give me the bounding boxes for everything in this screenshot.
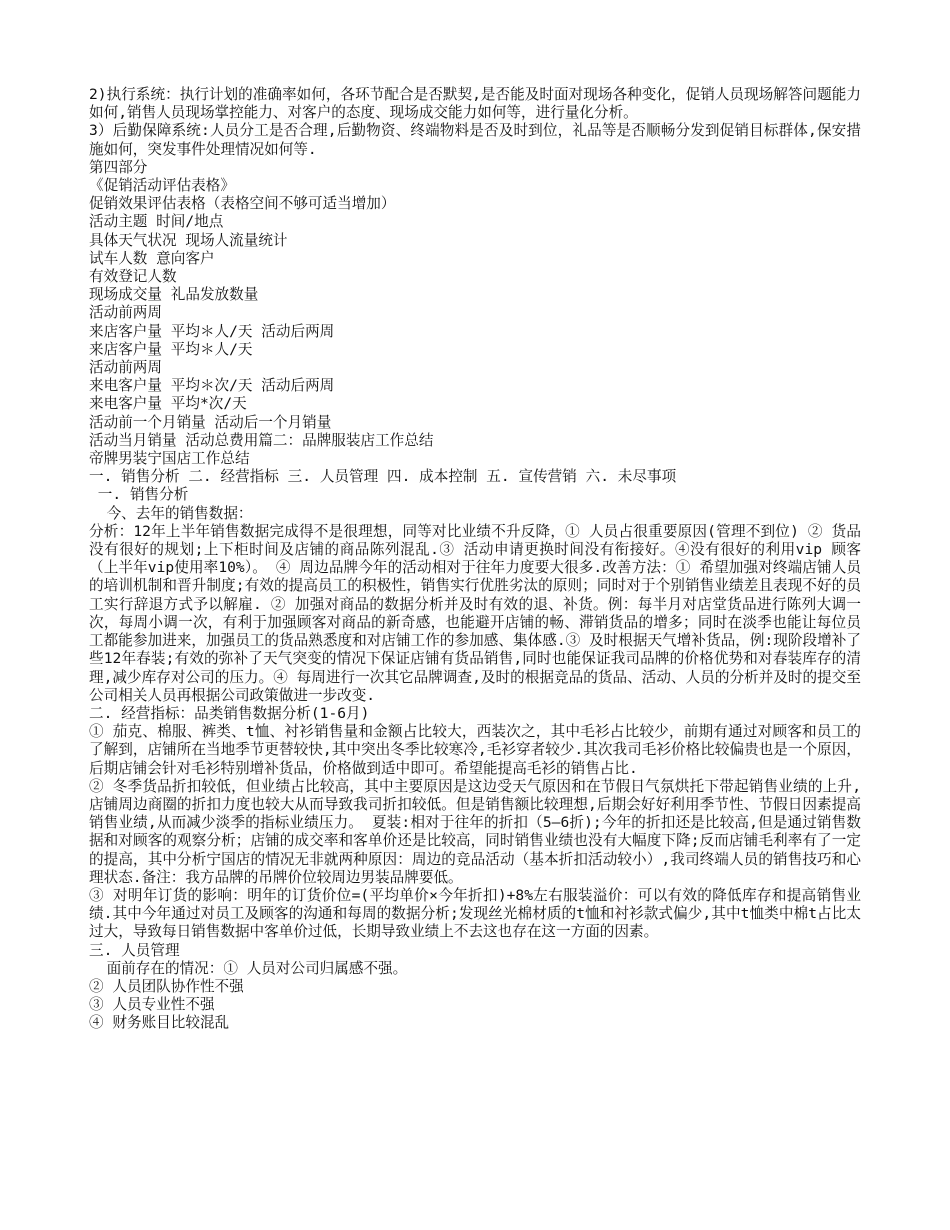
report-outline: 一. 销售分析 二. 经营指标 三. 人员管理 四. 成本控制 五. 宣传营销 六. 未尽事项 bbox=[89, 468, 677, 486]
paragraph-ordering-impact: ③ 对明年订货的影响：明年的订货价位=(平均单价×今年折扣)+8%左右服装溢价：可以有效的降低库存和提高销售业绩.其中今年通过对员工及顾客的沟通和每周的数据分析;发现丝光棉材质的t恤和衬衫款式偏少,其中t恤类中棉t占比太过大，导致每日销售数据中客单价过低，长期导致业绩上不去这也存在这一方面的因素。 bbox=[89, 886, 861, 941]
paragraph-logistics-system: 3）后勤保障系统:人员分工是否合理,后勤物资、终端物料是否及时到位，礼品等是否顺畅分发到促销目标群体,保安措施如何，突发事件处理情况如何等. bbox=[89, 122, 861, 158]
form-line: 来电客户量 平均＊次/天 活动后两周 bbox=[89, 377, 335, 395]
form-line: 活动前两周 bbox=[89, 304, 162, 322]
staff-issue-line: ④ 财务账目比较混乱 bbox=[89, 1014, 230, 1032]
form-line: 活动前两周 bbox=[89, 359, 162, 377]
form-line: 具体天气状况 现场人流量统计 bbox=[89, 231, 288, 249]
report-title: 帝牌男装宁国店工作总结 bbox=[89, 450, 250, 468]
form-line: 活动当月销量 活动总费用篇二：品牌服装店工作总结 bbox=[89, 431, 434, 449]
section-heading-staff-management: 三. 人员管理 bbox=[89, 941, 180, 959]
form-line: 来店客户量 平均＊人/天 活动后两周 bbox=[89, 322, 335, 340]
section-heading-operating-indicators: 二. 经营指标：品类销售数据分析(1-6月) bbox=[89, 704, 370, 722]
staff-issue-line: ② 人员团队协作性不强 bbox=[89, 977, 244, 995]
form-title: 《促销活动评估表格》 bbox=[89, 177, 235, 195]
form-line: 来店客户量 平均＊人/天 bbox=[89, 340, 253, 358]
document-body bbox=[89, 86, 861, 1033]
form-line: 活动前一个月销量 活动后一个月销量 bbox=[89, 413, 332, 431]
staff-issue-line: 面前存在的情况：① 人员对公司归属感不强。 bbox=[89, 959, 408, 977]
section-heading-part-four: 第四部分 bbox=[89, 158, 148, 176]
form-line: 有效登记人数 bbox=[89, 268, 177, 286]
paragraph-execution-system: 2)执行系统：执行计划的准确率如何，各环节配合是否默契,是否能及时面对现场各种变化，促销人员现场解答问题能力如何,销售人员现场掌控能力、对客户的态度、现场成交能力如何等，进行量化分析。 bbox=[89, 86, 861, 122]
paragraph-discount-analysis: ② 冬季货品折扣较低，但业绩占比较高，其中主要原因是这边受天气原因和在节假日气氛烘托下带起销售业绩的上升,店铺周边商圈的折扣力度也较大从而导致我司折扣较低。但是销售额比较理想,后期会好好利用季节性、节假日因素提高销售业绩,从而减少淡季的指标业绩压力。 夏装:相对于往年的折扣（5—6折);今年的折扣还是比较高,但是通过销售数据和对顾客的观察分析；店铺的成交率和客单价还是比较高，同时销售业绩也没有大幅度下降;反而店铺毛利率有了一定的提高，其中分析宁国店的情况无非就两种原因：周边的竞品活动（基本折扣活动较小）,我司终端人员的销售技巧和心理状态.备注：我方品牌的吊牌价位较周边男装品牌要低。 bbox=[89, 777, 861, 886]
form-line: 来电客户量 平均*次/天 bbox=[89, 395, 247, 413]
paragraph-sales-analysis: 分析：12年上半年销售数据完成得不是很理想，同等对比业绩不升反降，① 人员占很重要原因(管理不到位) ② 货品没有很好的规划;上下柜时间及店铺的商品陈列混乱.③ 活动申请更换时间没有衔接好。④没有很好的利用vip 顾客（上半年vip使用率10%）。 ④ 周边品牌今年的活动相对于往年力度要大很多.改善方法：① 希望加强对终端店铺人员的培训机制和晋升制度;有效的提高员工的积极性，销售实行优胜劣汰的原则；同时对于个别销售业绩差且表现不好的员工实行辞退方式予以解雇. ② 加强对商品的数据分析并及时有效的退、补货。例：每半月对店堂货品进行陈列大调一次，每周小调一次，有利于加强顾客对商品的新奇感，也能避开店铺的畅、滞销货品的增多；同时在淡季也能让每位员工都能参加进来，加强员工的货品熟悉度和对店铺工作的参加感、集体感.③ 及时根据天气增补货品，例:现阶段增补了些12年春装;有效的弥补了天气突变的情况下保证店铺有货品销售,同时也能保证我司品牌的价格优势和对春装库存的清理,减少库存对公司的压力。④ 每周进行一次其它品牌调查,及时的根据竞品的货品、活动、人员的分析并及时的提交至公司相关人员再根据公司政策做进一步改变. bbox=[89, 522, 861, 704]
form-line: 试车人数 意向客户 bbox=[89, 249, 215, 267]
staff-issue-line: ③ 人员专业性不强 bbox=[89, 996, 215, 1014]
form-line: 现场成交量 礼品发放数量 bbox=[89, 286, 259, 304]
paragraph-category-share: ① 茄克、棉服、裤类、t恤、衬衫销售量和金额占比较大，西装次之，其中毛衫占比较少，前期有通过对顾客和员工的了解到，店铺所在当地季节更替较快,其中突出冬季比较寒冷,毛衫穿者较少.其次我司毛衫价格比较偏贵也是一个原因，后期店铺会针对毛衫特别增补货品，价格做到适中即可。希望能提高毛衫的销售占比. bbox=[89, 723, 861, 777]
form-subtitle: 促销效果评估表格（表格空间不够可适当增加） bbox=[89, 195, 396, 213]
form-line: 活动主题 时间/地点 bbox=[89, 213, 224, 231]
section-heading-sales-analysis: 一. 销售分析 bbox=[89, 486, 189, 504]
subheading-sales-data: 今、去年的销售数据： bbox=[89, 504, 253, 522]
